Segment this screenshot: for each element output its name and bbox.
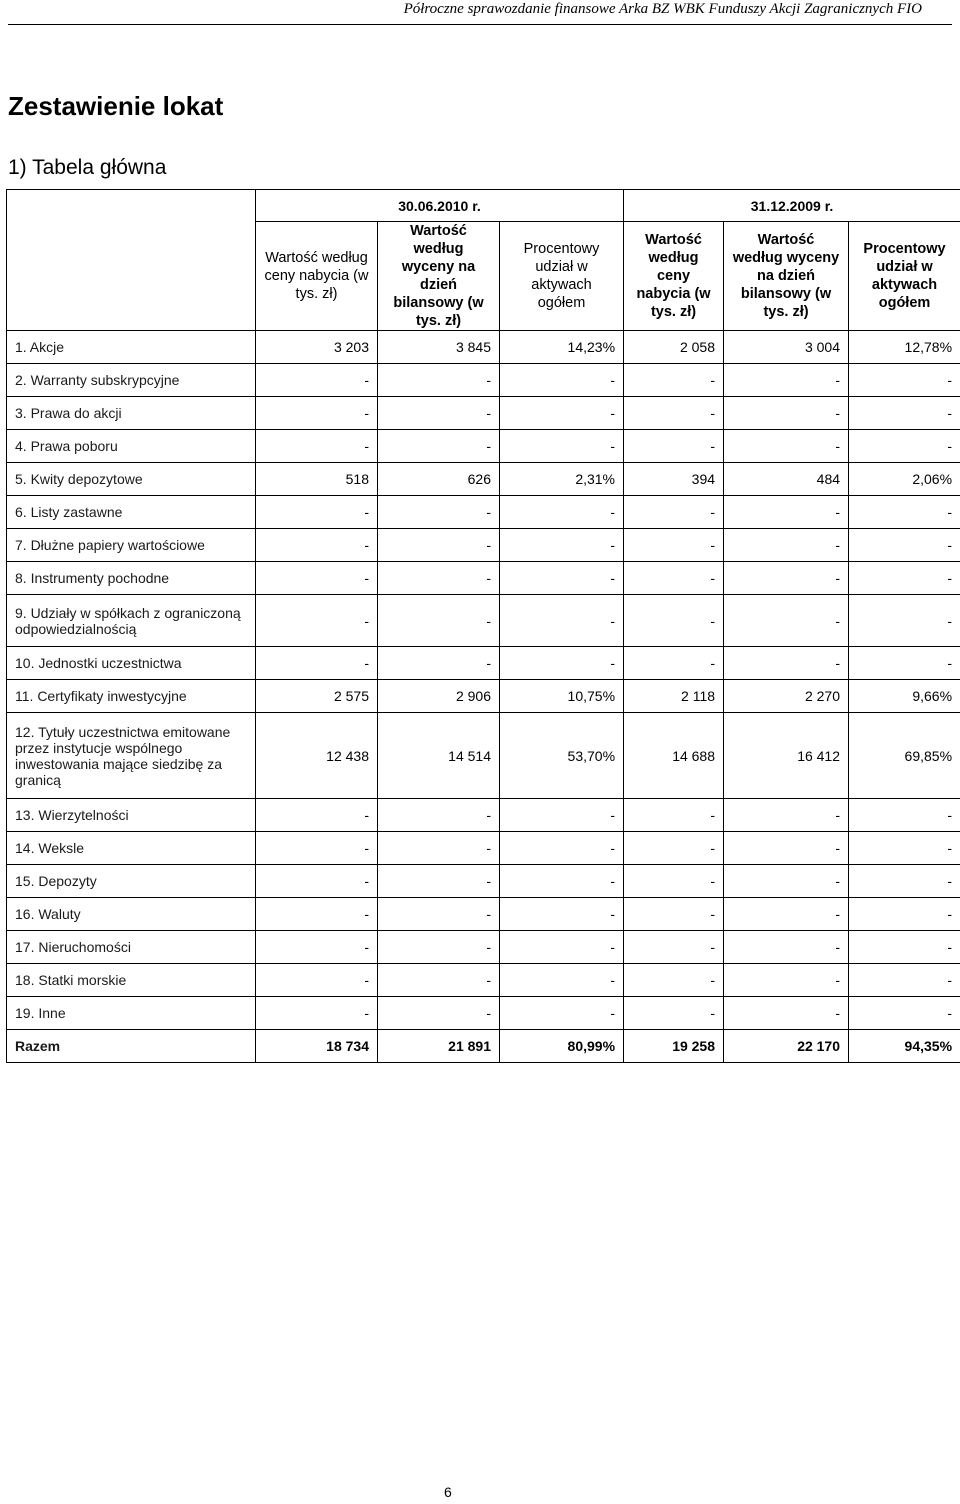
running-header: Półroczne sprawozdanie finansowe Arka BZ WBK Funduszy Akcji Zagranicznych FIO: [403, 1, 922, 17]
row-value: -: [378, 865, 500, 898]
row-label: 6. Listy zastawne: [7, 496, 256, 529]
row-label: 8. Instrumenty pochodne: [7, 562, 256, 595]
row-value: 53,70%: [500, 713, 624, 799]
row-value: -: [500, 931, 624, 964]
header-empty-cell: [7, 190, 256, 331]
row-value: 10,75%: [500, 680, 624, 713]
table-row: [7, 595, 960, 647]
row-value: 394: [624, 463, 724, 496]
row-label: 18. Statki morskie: [7, 964, 256, 997]
row-value: 626: [378, 463, 500, 496]
row-value: -: [378, 647, 500, 680]
row-value: -: [378, 832, 500, 865]
row-value: 69,85%: [849, 713, 960, 799]
row-value: 14 688: [624, 713, 724, 799]
row-value: -: [500, 397, 624, 430]
row-value: -: [849, 865, 960, 898]
row-value: 14 514: [378, 713, 500, 799]
row-value: -: [849, 931, 960, 964]
row-label: 19. Inne: [7, 997, 256, 1030]
row-value: 22 170: [724, 1030, 849, 1063]
row-label: 13. Wierzytelności: [7, 799, 256, 832]
row-value: -: [500, 799, 624, 832]
row-value: -: [500, 529, 624, 562]
row-value: -: [500, 364, 624, 397]
row-label: 1. Akcje: [7, 331, 256, 364]
row-value: -: [378, 997, 500, 1030]
row-value: -: [256, 832, 378, 865]
row-value: -: [624, 562, 724, 595]
row-value: 3 203: [256, 331, 378, 364]
table-row: [7, 529, 960, 562]
row-value: 484: [724, 463, 849, 496]
row-label: 5. Kwity depozytowe: [7, 463, 256, 496]
row-value: -: [724, 832, 849, 865]
row-value: -: [724, 496, 849, 529]
table-row: [7, 647, 960, 680]
row-value: -: [724, 647, 849, 680]
row-value: -: [624, 496, 724, 529]
col-header-cost-previous: Wartość według ceny nabycia (w tys. zł): [624, 222, 724, 331]
table-row: [7, 430, 960, 463]
col-header-share-previous: Procentowy udział w aktywach ogółem: [849, 222, 960, 331]
row-label: 17. Nieruchomości: [7, 931, 256, 964]
period-header-row: [7, 190, 960, 222]
row-value: -: [256, 595, 378, 647]
row-value: -: [624, 647, 724, 680]
row-value: -: [624, 799, 724, 832]
row-value: -: [849, 364, 960, 397]
row-label: 4. Prawa poboru: [7, 430, 256, 463]
row-value: -: [500, 997, 624, 1030]
row-value: 9,66%: [849, 680, 960, 713]
col-header-share-current: Procentowy udział w aktywach ogółem: [500, 222, 624, 331]
row-value: 80,99%: [500, 1030, 624, 1063]
row-value: 2 575: [256, 680, 378, 713]
row-value: -: [724, 562, 849, 595]
row-label: 9. Udziały w spółkach z ograniczoną odpowiedzialnością: [7, 595, 256, 647]
row-value: -: [624, 964, 724, 997]
row-value: -: [849, 964, 960, 997]
row-value: -: [500, 647, 624, 680]
row-value: -: [256, 799, 378, 832]
row-label: 14. Weksle: [7, 832, 256, 865]
row-value: -: [724, 964, 849, 997]
row-value: -: [500, 898, 624, 931]
row-value: -: [724, 397, 849, 430]
row-value: -: [256, 898, 378, 931]
row-value: -: [624, 898, 724, 931]
row-value: -: [378, 529, 500, 562]
row-value: -: [624, 997, 724, 1030]
table-body: [7, 331, 960, 1063]
row-value: -: [378, 931, 500, 964]
row-value: -: [378, 430, 500, 463]
row-value: -: [378, 562, 500, 595]
row-label: 3. Prawa do akcji: [7, 397, 256, 430]
row-value: -: [849, 832, 960, 865]
table-row: [7, 799, 960, 832]
row-value: -: [849, 997, 960, 1030]
row-value: -: [500, 562, 624, 595]
row-label: 12. Tytuły uczestnictwa emitowane przez instytucje wspólnego inwestowania mające siedzibę za granicą: [7, 713, 256, 799]
row-value: -: [378, 595, 500, 647]
header-rule: [8, 24, 952, 25]
table-row: [7, 931, 960, 964]
row-value: -: [849, 496, 960, 529]
row-value: -: [500, 865, 624, 898]
row-value: -: [378, 397, 500, 430]
row-value: -: [256, 997, 378, 1030]
row-value: 94,35%: [849, 1030, 960, 1063]
table-row: [7, 997, 960, 1030]
row-label: 16. Waluty: [7, 898, 256, 931]
row-value: -: [624, 397, 724, 430]
row-value: 16 412: [724, 713, 849, 799]
row-value: -: [849, 898, 960, 931]
row-label: 11. Certyfikaty inwestycyjne: [7, 680, 256, 713]
row-value: -: [849, 397, 960, 430]
row-value: -: [624, 430, 724, 463]
total-row: [7, 1030, 960, 1063]
table-row: [7, 463, 960, 496]
row-value: 2 118: [624, 680, 724, 713]
row-value: -: [500, 496, 624, 529]
row-value: -: [256, 931, 378, 964]
row-value: 21 891: [378, 1030, 500, 1063]
row-value: -: [849, 647, 960, 680]
row-value: -: [500, 595, 624, 647]
row-value: 2 906: [378, 680, 500, 713]
row-label: 10. Jednostki uczestnictwa: [7, 647, 256, 680]
row-label: 15. Depozyty: [7, 865, 256, 898]
row-value: -: [500, 832, 624, 865]
table-row: [7, 865, 960, 898]
row-value: -: [849, 529, 960, 562]
table-row: [7, 562, 960, 595]
row-value: -: [724, 595, 849, 647]
row-label: 7. Dłużne papiery wartościowe: [7, 529, 256, 562]
row-value: -: [378, 964, 500, 997]
row-value: -: [256, 430, 378, 463]
row-value: -: [849, 562, 960, 595]
row-value: -: [378, 898, 500, 931]
table-row: [7, 331, 960, 364]
row-value: -: [724, 931, 849, 964]
row-value: -: [724, 898, 849, 931]
col-header-valuation-current: Wartość według wyceny na dzień bilansowy (w tys. zł): [378, 222, 500, 331]
period-current: 30.06.2010 r.: [256, 190, 624, 222]
row-value: 18 734: [256, 1030, 378, 1063]
page-number: 6: [444, 1484, 452, 1500]
row-value: -: [624, 832, 724, 865]
row-value: 2 058: [624, 331, 724, 364]
row-value: -: [724, 430, 849, 463]
row-value: -: [256, 496, 378, 529]
row-value: -: [256, 647, 378, 680]
row-value: 3 845: [378, 331, 500, 364]
row-value: 518: [256, 463, 378, 496]
row-value: 2 270: [724, 680, 849, 713]
row-value: -: [256, 865, 378, 898]
row-value: -: [849, 430, 960, 463]
row-label: 2. Warranty subskrypcyjne: [7, 364, 256, 397]
row-value: 12 438: [256, 713, 378, 799]
row-value: -: [849, 595, 960, 647]
row-value: -: [256, 562, 378, 595]
row-value: -: [624, 931, 724, 964]
period-previous: 31.12.2009 r.: [624, 190, 960, 222]
row-label: Razem: [7, 1030, 256, 1063]
table-row: [7, 713, 960, 799]
row-value: -: [849, 799, 960, 832]
row-value: 2,31%: [500, 463, 624, 496]
table-row: [7, 364, 960, 397]
row-value: -: [624, 595, 724, 647]
row-value: 2,06%: [849, 463, 960, 496]
row-value: -: [256, 964, 378, 997]
row-value: -: [500, 430, 624, 463]
row-value: -: [256, 364, 378, 397]
table-row: [7, 680, 960, 713]
section-title: Zestawienie lokat: [8, 91, 224, 121]
table-row: [7, 496, 960, 529]
investments-table: [6, 189, 960, 1063]
row-value: -: [724, 865, 849, 898]
row-value: -: [624, 529, 724, 562]
row-value: -: [378, 364, 500, 397]
row-value: -: [378, 496, 500, 529]
row-value: -: [624, 865, 724, 898]
row-value: 14,23%: [500, 331, 624, 364]
row-value: -: [378, 799, 500, 832]
row-value: -: [256, 529, 378, 562]
row-value: -: [724, 799, 849, 832]
row-value: -: [624, 364, 724, 397]
row-value: -: [256, 397, 378, 430]
row-value: -: [724, 364, 849, 397]
col-header-cost-current: Wartość według ceny nabycia (w tys. zł): [256, 222, 378, 331]
row-value: -: [500, 964, 624, 997]
table-row: [7, 397, 960, 430]
table-row: [7, 832, 960, 865]
col-header-valuation-previous: Wartość według wyceny na dzień bilansowy (w tys. zł): [724, 222, 849, 331]
row-value: -: [724, 997, 849, 1030]
row-value: -: [724, 529, 849, 562]
table-row: [7, 898, 960, 931]
row-value: 3 004: [724, 331, 849, 364]
table-subtitle: 1) Tabela główna: [8, 156, 167, 179]
row-value: 12,78%: [849, 331, 960, 364]
row-value: 19 258: [624, 1030, 724, 1063]
table-row: [7, 964, 960, 997]
